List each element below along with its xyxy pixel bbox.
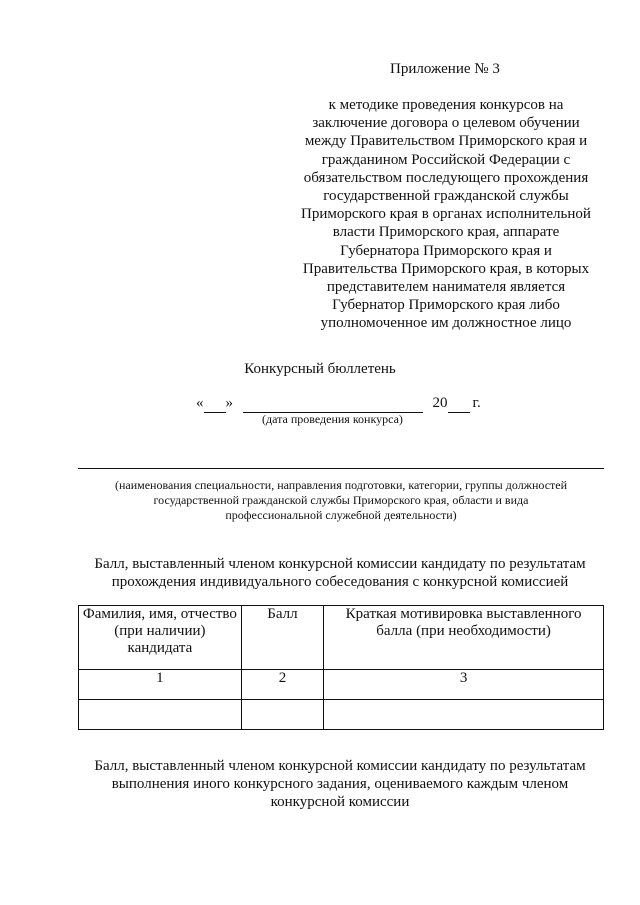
specialty-caption-line: (наименования специальности, направления подготовки, категории, группы должностей bbox=[114, 478, 568, 492]
year-blank bbox=[448, 394, 470, 413]
open-quote: « bbox=[196, 395, 204, 411]
header-candidate bbox=[79, 606, 242, 670]
year-suffix: г. bbox=[472, 395, 481, 411]
header-text: Краткая мотивировка выставленного bbox=[345, 606, 582, 622]
appendix-line: Губернатора Приморского края и bbox=[340, 242, 552, 259]
appendix-line: власти Приморского края, аппарате bbox=[332, 224, 560, 241]
header-text: балла (при необходимости) bbox=[376, 623, 551, 639]
heading-line: конкурсной комиссии bbox=[270, 794, 410, 810]
specialty-caption bbox=[78, 478, 604, 523]
bulletin-title: Конкурсный бюллетень bbox=[244, 361, 396, 377]
appendix-description bbox=[290, 96, 602, 333]
appendix-line: государственной гражданской службы bbox=[323, 188, 569, 205]
year-prefix: 20 bbox=[432, 395, 448, 411]
appendix-line: обязательством последующего прохождения bbox=[303, 169, 589, 186]
table-row bbox=[79, 700, 604, 730]
day-blank bbox=[204, 394, 226, 413]
table-header-row bbox=[79, 606, 604, 670]
appendix-line: Правительства Приморского края, в которых bbox=[302, 260, 590, 277]
task-score-heading bbox=[60, 757, 620, 811]
candidate-cell[interactable] bbox=[79, 700, 242, 730]
header-text: Балл bbox=[267, 606, 298, 622]
header-score bbox=[241, 606, 323, 670]
heading-line: Балл, выставленный членом конкурсной комиссии кандидату по результатам bbox=[94, 556, 586, 572]
interview-score-heading bbox=[60, 555, 620, 591]
header-text: кандидата bbox=[127, 640, 193, 656]
specialty-caption-line: профессиональной служебной деятельности) bbox=[225, 508, 457, 522]
specialty-caption-line: государственной гражданской службы Приморского края, области и вида bbox=[153, 493, 529, 507]
appendix-line: к методике проведения конкурсов на bbox=[328, 97, 564, 113]
header-text: (при наличии) bbox=[114, 623, 206, 639]
table-number-row bbox=[79, 670, 604, 700]
column-number: 2 bbox=[241, 670, 323, 700]
date-row bbox=[196, 394, 481, 413]
month-blank bbox=[243, 394, 423, 413]
appendix-line: гражданином Российской Федерации с bbox=[321, 151, 571, 168]
heading-line: Балл, выставленный членом конкурсной комиссии кандидату по результатам bbox=[94, 758, 586, 774]
specialty-line bbox=[78, 468, 604, 469]
appendix-line: уполномоченное им должностное лицо bbox=[320, 315, 572, 332]
appendix-line: между Правительством Приморского края и bbox=[304, 133, 588, 150]
column-number: 3 bbox=[324, 670, 604, 700]
close-quote: » bbox=[225, 395, 233, 411]
score-table bbox=[78, 605, 604, 730]
appendix-title: Приложение № 3 bbox=[390, 61, 500, 77]
appendix-line: Губернатор Приморского края либо bbox=[332, 297, 560, 314]
appendix-line: представителем нанимателя является bbox=[326, 279, 566, 296]
header-motivation bbox=[324, 606, 604, 670]
heading-line: выполнения иного конкурсного задания, оцениваемого каждым членом bbox=[111, 776, 569, 792]
date-caption: (дата проведения конкурса) bbox=[262, 412, 403, 426]
score-cell[interactable] bbox=[241, 700, 323, 730]
header-text: Фамилия, имя, отчество bbox=[82, 606, 237, 622]
heading-line: прохождения индивидуального собеседования с конкурсной комиссией bbox=[111, 574, 569, 590]
appendix-line: Приморского края в органах исполнительной bbox=[301, 206, 591, 223]
appendix-line: заключение договора о целевом обучении bbox=[312, 115, 580, 132]
column-number: 1 bbox=[79, 670, 242, 700]
motivation-cell[interactable] bbox=[324, 700, 604, 730]
